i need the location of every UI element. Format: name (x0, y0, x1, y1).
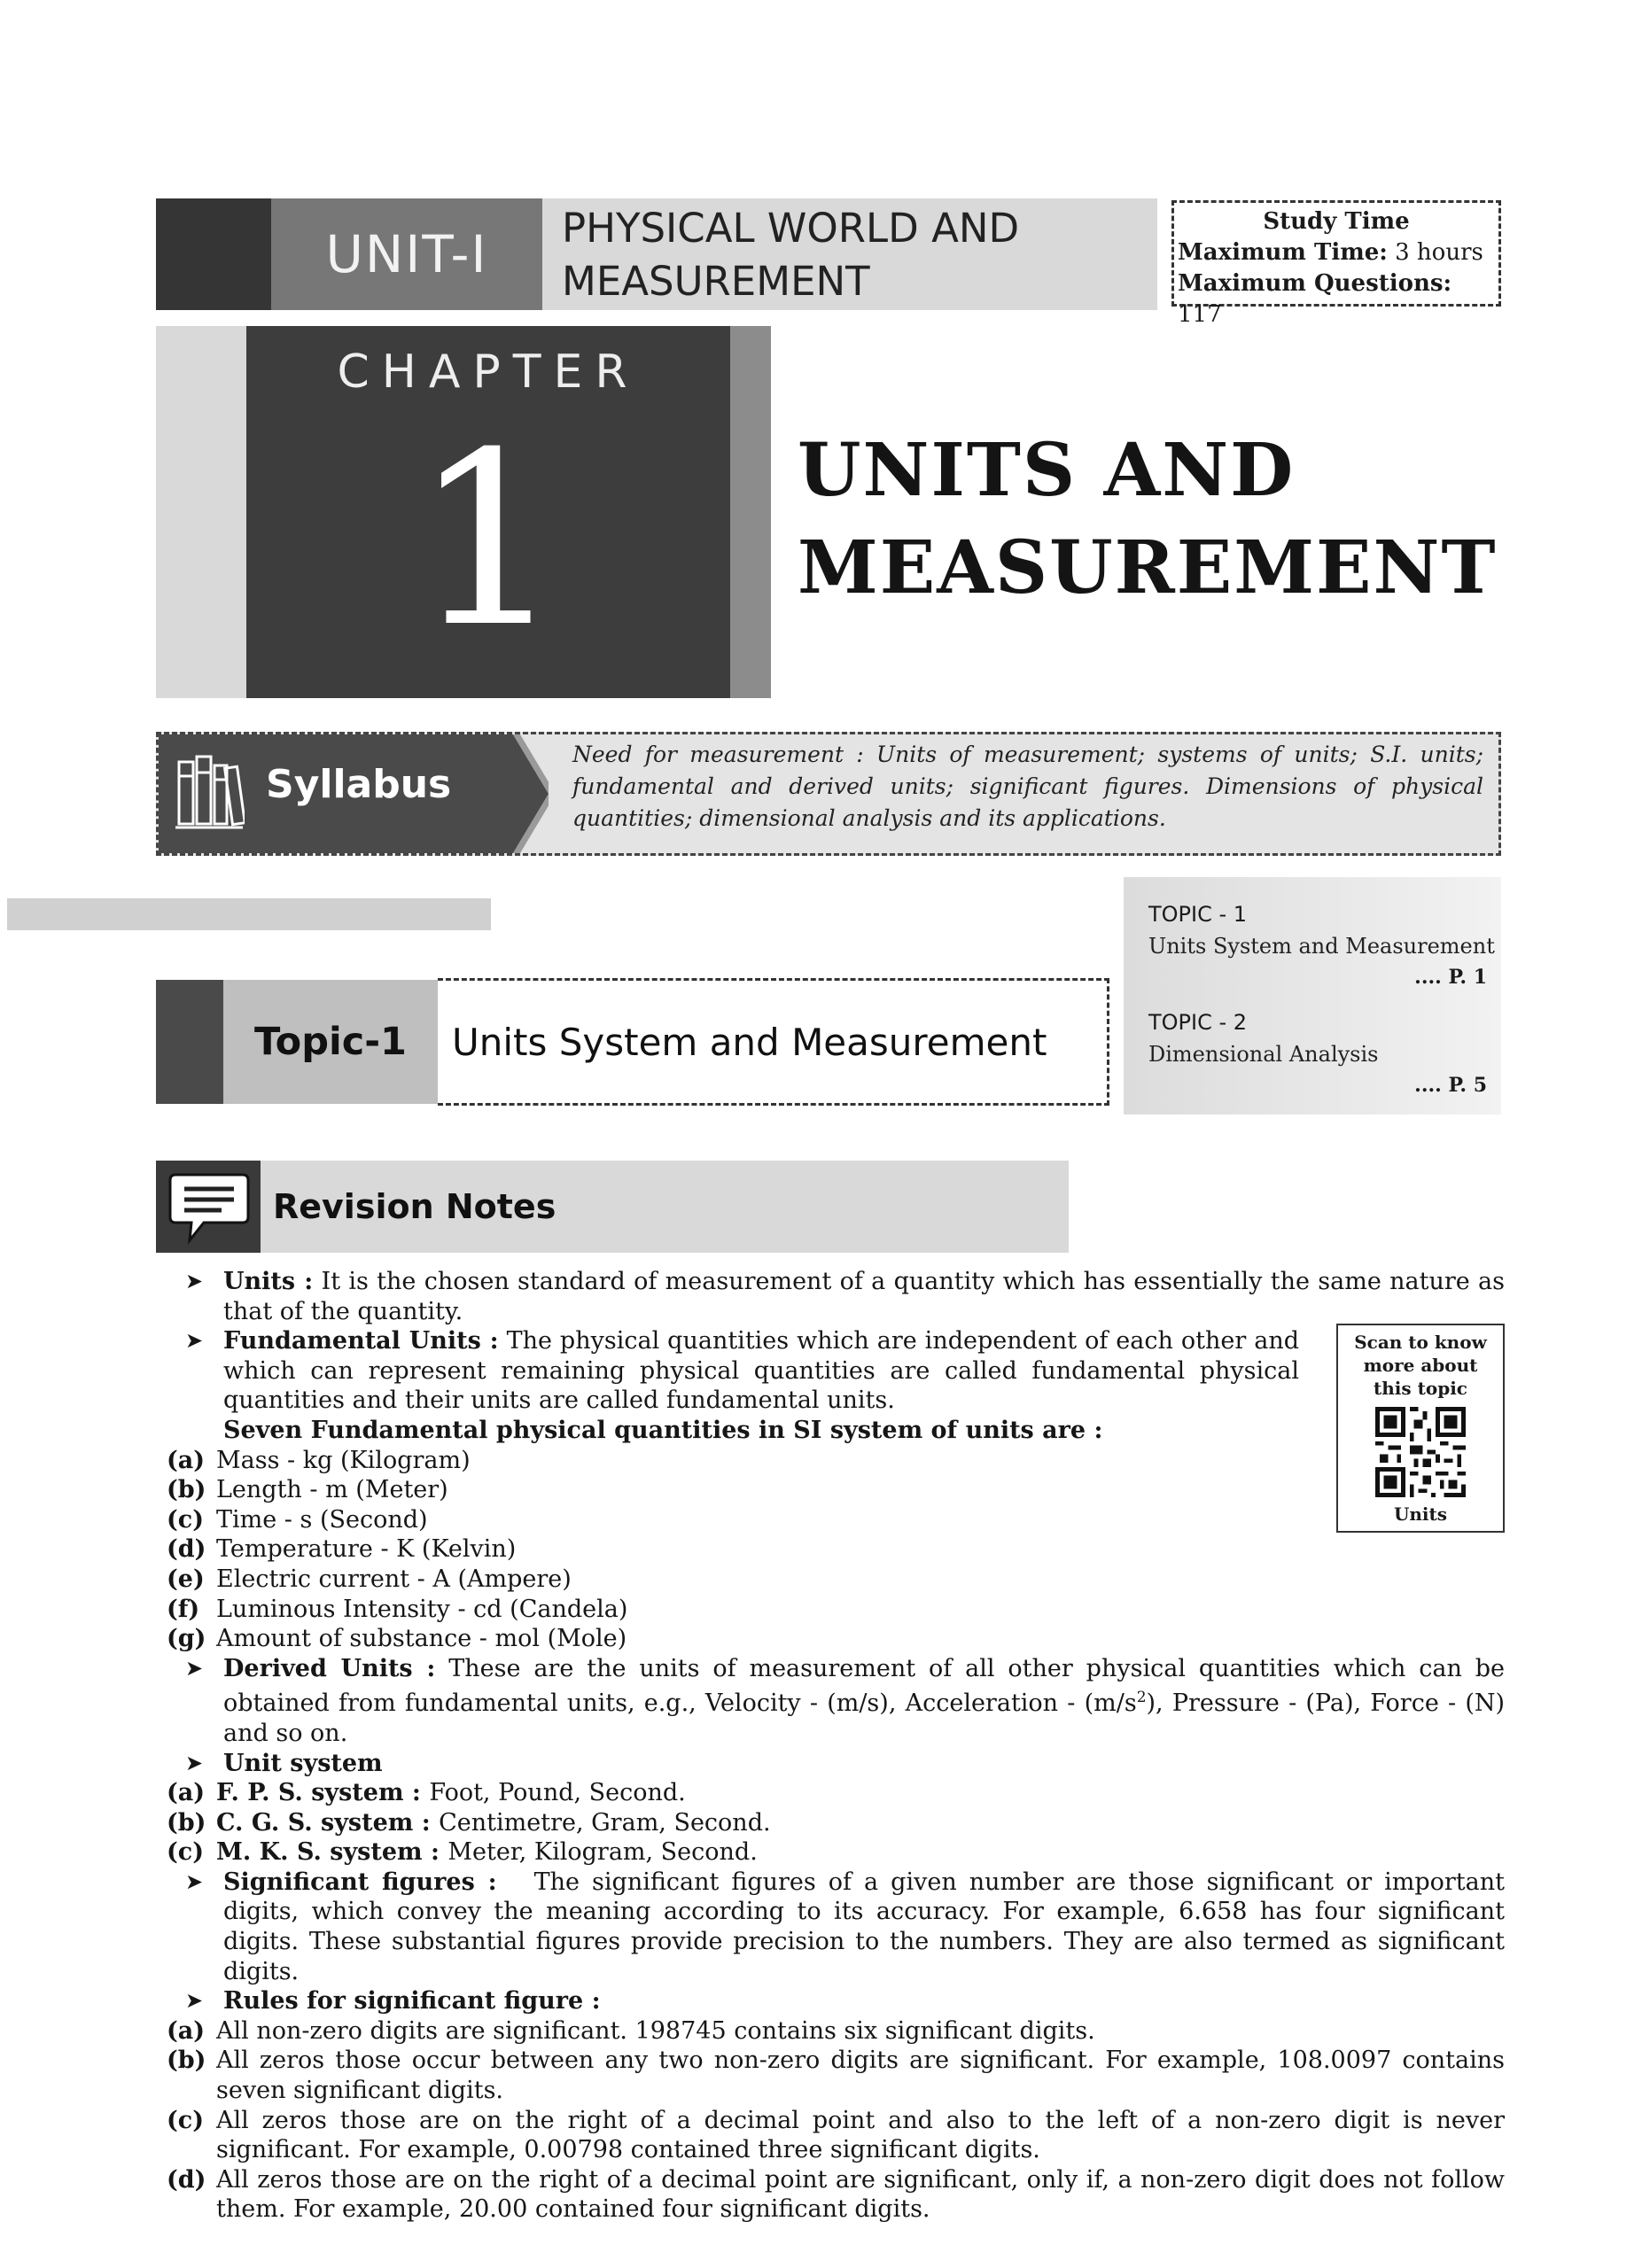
note-subheading: Seven Fundamental physical quantities in SI system of units are : (223, 1416, 1103, 1444)
note-body: The significant figures of a given number are those significant or important digits, which convey the meaning according to its accuracy. For example, 6.658 has four significant digits. These substantial figures provide precision to the numbers. They are also termed as significant digits. (223, 1868, 1505, 1985)
rule-item (167, 2165, 1505, 2225)
chapter-label: CHAPTER (337, 346, 640, 399)
fundamental-quantity-item (167, 1475, 1505, 1505)
note-term: Significant figures : (223, 1868, 497, 1896)
chapter-title (798, 422, 1595, 617)
rule-item (167, 2046, 1505, 2105)
qr-line3: this topic (1374, 1378, 1467, 1399)
arrow-bullet-icon: ➤ (184, 1328, 204, 1354)
note-text (223, 1326, 1505, 1445)
unit-title-line1: PHYSICAL WORLD AND (562, 205, 1020, 252)
decorative-strip (7, 898, 491, 930)
topic-banner-title: Units System and Measurement (438, 978, 1109, 1106)
note-heading: Rules for significant figure : (223, 1987, 601, 2016)
unit-system-item (167, 1808, 1505, 1838)
note-body-end: ), Pressure - (Pa), Force - (N) and so on. (223, 1689, 1506, 1747)
list-body: Length - m (Meter) (216, 1476, 448, 1504)
topic-1-head: TOPIC - 1 (1148, 902, 1248, 927)
qr-caption: Units (1393, 1503, 1448, 1525)
fundamental-quantity-item (167, 1505, 1505, 1535)
arrow-bullet-icon: ➤ (184, 1750, 204, 1775)
fundamental-quantity-item (167, 1446, 1505, 1476)
list-body: Meter, Kilogram, Second. (448, 1838, 758, 1867)
unit-system-item (167, 1778, 1505, 1808)
list-text (216, 1475, 1505, 1505)
list-body: Temperature - K (Kelvin) (216, 1535, 517, 1564)
study-time-box (1171, 200, 1501, 328)
syllabus-label: Syllabus (266, 762, 452, 807)
list-text (216, 1624, 1505, 1654)
list-body: Foot, Pound, Second. (429, 1779, 686, 1807)
note-unit-system (174, 1749, 1505, 1779)
max-questions-value: 117 (1178, 301, 1222, 328)
list-text (216, 1808, 1505, 1838)
arrow-bullet-icon: ➤ (184, 1655, 204, 1681)
qr-line1: Scan to know (1354, 1332, 1487, 1353)
rule-item (167, 2016, 1505, 2047)
topic-2-page: .... P. 5 (1414, 1074, 1487, 1097)
note-text (223, 1267, 1505, 1326)
list-marker: (a) (167, 1779, 206, 1807)
books-icon (174, 755, 245, 831)
list-marker: (e) (167, 1565, 205, 1593)
arrow-bullet-icon: ➤ (184, 1269, 204, 1293)
rules-list (167, 2016, 1505, 2225)
topic-banner-block (156, 980, 223, 1104)
note-body: These are the units of measurement of all other physical quantities which can be obtained from fundamental units, e.g., Velocity - (m/s), Acceleration - (m/s (223, 1654, 1506, 1718)
unit-header-block (156, 198, 271, 310)
list-marker: (b) (167, 2047, 206, 2075)
list-term: C. G. S. system : (216, 1808, 440, 1837)
rule-item (167, 2106, 1505, 2165)
max-time-row (1174, 237, 1498, 268)
unit-system-item (167, 1837, 1505, 1868)
note-term: Units : (223, 1268, 314, 1295)
revision-notes-body (167, 1267, 1506, 2225)
fundamental-quantity-item (167, 1624, 1505, 1654)
list-body: Electric current - A (Ampere) (216, 1565, 572, 1593)
note-body: It is the chosen standard of measurement of a quantity which has essentially the same nature as that of the quantity. (223, 1268, 1505, 1325)
topic-1-page: .... P. 1 (1414, 966, 1487, 989)
list-text (216, 1778, 1505, 1808)
chapter-stripe (730, 326, 771, 698)
note-text (223, 1654, 1505, 1749)
topics-index (1124, 877, 1501, 1115)
arrow-bullet-icon: ➤ (184, 1868, 204, 1894)
list-body: All zeros those are on the right of a decimal point are significant, only if, a non-zero digit does not follow them. For example, 20.00 contained four significant digits. (216, 2165, 1505, 2224)
list-text (216, 2165, 1505, 2225)
list-marker: (d) (167, 2165, 206, 2194)
topic-2-head: TOPIC - 2 (1148, 1010, 1248, 1035)
list-text (216, 1837, 1505, 1868)
arrow-bullet-icon: ➤ (184, 1988, 204, 2014)
list-body: All non-zero digits are significant. 198745 contains six significant digits. (216, 2016, 1095, 2045)
list-text (216, 1565, 1505, 1595)
unit-title (542, 198, 1157, 310)
list-marker: (f) (167, 1595, 200, 1623)
list-marker: (c) (167, 2106, 204, 2134)
list-term: F. P. S. system : (216, 1779, 430, 1807)
list-marker: (a) (167, 2016, 206, 2045)
note-body: The physical quantities which are independent of each other and which can represent remaining physical quantities are called fundamental physical quantities and their units are called fundamental units. (223, 1327, 1299, 1415)
notes-speech-icon (165, 1168, 253, 1247)
note-term: Fundamental Units : (223, 1327, 499, 1355)
chapter-title-line2: MEASUREMENT (798, 525, 1498, 610)
list-term: M. K. S. system : (216, 1838, 448, 1867)
syllabus-text: Need for measurement : Units of measurement; systems of units; S.I. units; fundamental and derived units; significant figures. Dimensions of physical quantities; dimensional analysis and its applications. (572, 742, 1483, 831)
note-text (223, 1868, 1505, 1986)
chapter-title-line1: UNITS AND (798, 428, 1296, 513)
max-time-value: 3 hours (1395, 239, 1483, 266)
unit-label: UNIT-I (271, 198, 542, 310)
list-body: Time - s (Second) (216, 1505, 428, 1534)
chapter-number: 1 (412, 400, 564, 680)
list-marker: (c) (167, 1505, 204, 1534)
list-marker: (d) (167, 1535, 206, 1564)
list-marker: (b) (167, 1808, 206, 1837)
note-superscript: 2 (1136, 1689, 1147, 1707)
note-units (174, 1267, 1505, 1326)
list-text (216, 2016, 1505, 2047)
note-heading: Unit system (223, 1749, 383, 1777)
max-time-label: Maximum Time: (1178, 239, 1388, 266)
topic-banner-label: Topic-1 (223, 980, 438, 1104)
fundamental-quantity-item (167, 1595, 1505, 1625)
topic-1-name: Units System and Measurement (1148, 934, 1495, 959)
topic-2-name: Dimensional Analysis (1148, 1042, 1379, 1067)
list-marker: (c) (167, 1838, 204, 1867)
list-text (216, 1534, 1505, 1565)
list-body: All zeros those are on the right of a decimal point and also to the left of a non-zero digit is never significant. For example, 0.00798 contained three significant digits. (216, 2106, 1505, 2164)
list-marker: (b) (167, 1476, 206, 1504)
max-questions-label: Maximum Questions: (1178, 270, 1452, 297)
list-body: All zeros those occur between any two non-zero digits are significant. For example, 108.0097 contains seven significant digits. (216, 2047, 1505, 2105)
list-body: Amount of substance - mol (Mole) (216, 1625, 627, 1653)
list-text (216, 2046, 1505, 2105)
revision-notes-title: Revision Notes (261, 1161, 1069, 1253)
list-body: Centimetre, Gram, Second. (439, 1808, 771, 1837)
max-questions-row (1174, 268, 1498, 330)
fundamental-quantity-item (167, 1534, 1505, 1565)
list-text (216, 1446, 1505, 1476)
list-body: Luminous Intensity - cd (Candela) (216, 1595, 628, 1623)
list-text (216, 2106, 1505, 2165)
list-text (216, 1505, 1505, 1535)
note-significant-figures (174, 1868, 1505, 1986)
fundamental-quantities-list (167, 1446, 1505, 1654)
list-marker: (g) (167, 1625, 206, 1653)
study-time-title: Study Time (1263, 208, 1410, 235)
list-marker: (a) (167, 1446, 206, 1474)
note-fundamental-units (174, 1326, 1505, 1445)
qr-line2: more about (1363, 1355, 1478, 1376)
note-rules (174, 1986, 1505, 2016)
list-text (216, 1595, 1505, 1625)
note-derived-units (174, 1654, 1505, 1749)
unit-title-line2: MEASUREMENT (562, 258, 870, 305)
fundamental-quantity-item (167, 1565, 1505, 1595)
note-term: Derived Units : (223, 1654, 436, 1682)
list-body: Mass - kg (Kilogram) (216, 1446, 471, 1474)
unit-systems-list (167, 1778, 1505, 1868)
